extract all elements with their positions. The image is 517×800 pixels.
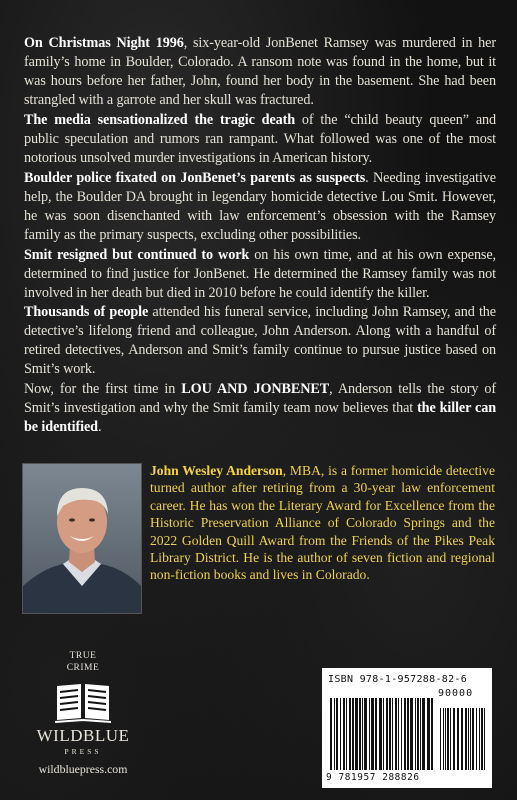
author-name: John Wesley Anderson bbox=[150, 463, 283, 478]
lead-phrase: On Christmas Night 1996 bbox=[24, 35, 184, 51]
open-book-icon bbox=[53, 678, 113, 724]
paragraph-boulder-police bbox=[24, 169, 496, 245]
final-pre: Now, for the first time in bbox=[24, 381, 182, 397]
lead-phrase: Thousands of people bbox=[24, 304, 149, 320]
barcode-block bbox=[322, 668, 492, 788]
genre-label bbox=[28, 650, 138, 674]
ean-digits: 9 781957 288826 bbox=[326, 772, 420, 783]
author-bio bbox=[150, 462, 495, 584]
book-title: LOU AND JONBENET bbox=[181, 381, 330, 397]
paragraph-text: of the “child beauty queen” and public speculation and rumors ran rampant. What followed was one of the most notorious unsolved murder investigations in American history. bbox=[24, 112, 496, 166]
publisher-name bbox=[28, 726, 138, 746]
paragraph-funeral bbox=[24, 303, 496, 379]
lead-phrase: Boulder police fixated on JonBenet’s parents as suspects bbox=[24, 170, 366, 186]
paragraph-final bbox=[24, 380, 496, 437]
brand-wild: WILD bbox=[36, 726, 83, 745]
publisher-logo-block bbox=[28, 650, 138, 777]
paragraph-text: attended his funeral service, including John Ramsey, and the detective’s lifelong friend and colleague, John Anderson. Along with a handful of retired detectives, Anderson and Smit’s family continue to pursue justice based on Smit’s work. bbox=[24, 304, 496, 377]
paragraph-christmas-night bbox=[24, 34, 496, 110]
isbn-label: ISBN 978-1-957288-82-6 bbox=[328, 674, 468, 685]
paragraph-text: on his own time, and at his own expense, determined to find justice for JonBenet. He determined the Ramsey family was not involved in her death but died in 2010 before he could identify the killer. bbox=[24, 247, 496, 301]
bio-text: , MBA, is a former homicide detective turned author after retiring from a 30-year law enforcement career. He has won the Literary Award for Excellence from the Historic Preservation Alliance of Colorado Springs and the 2022 Golden Quill Award from the Friends of the Pikes Peak Library District. He is the author of seven fiction and regional non-fiction books and lives in Colorado. bbox=[150, 463, 495, 583]
author-photo bbox=[22, 463, 142, 614]
publisher-url: wildbluepress.com bbox=[38, 762, 128, 776]
brand-blue: BLUE bbox=[82, 726, 130, 745]
final-end: . bbox=[97, 419, 102, 435]
barcode-bars bbox=[328, 698, 488, 770]
price-code: 90000 bbox=[438, 688, 474, 699]
lead-phrase: The media sensationalized the tragic death bbox=[24, 112, 296, 128]
paragraph-media bbox=[24, 111, 496, 168]
killer-emphasis: the killer can be identified bbox=[24, 400, 496, 435]
genre-line-2: CRIME bbox=[66, 663, 100, 673]
genre-line-1: TRUE bbox=[69, 651, 97, 661]
publisher-press: PRESS bbox=[64, 747, 102, 756]
final-mid: , Anderson tells the story of Smit’s investigation and why the Smit family team now believes that bbox=[24, 381, 496, 416]
paragraph-text: , six-year-old JonBenet Ramsey was murdered in her family’s home in Boulder, Colorado. A ransom note was found in the home, but it was hours before her father, John, found her body in the basement. She had been strangled with a garrote and her skull was fractured. bbox=[24, 35, 496, 108]
paragraph-smit-resigned bbox=[24, 246, 496, 303]
lead-phrase: Smit resigned but continued to work bbox=[24, 247, 250, 263]
paragraph-text: . Needing investigative help, the Boulder DA brought in legendary homicide detective Lou Smit. However, he was soon disenchanted with law enforcement’s obsession with the Ramsey family as the primary suspects, excluding other possibilities. bbox=[24, 170, 497, 243]
